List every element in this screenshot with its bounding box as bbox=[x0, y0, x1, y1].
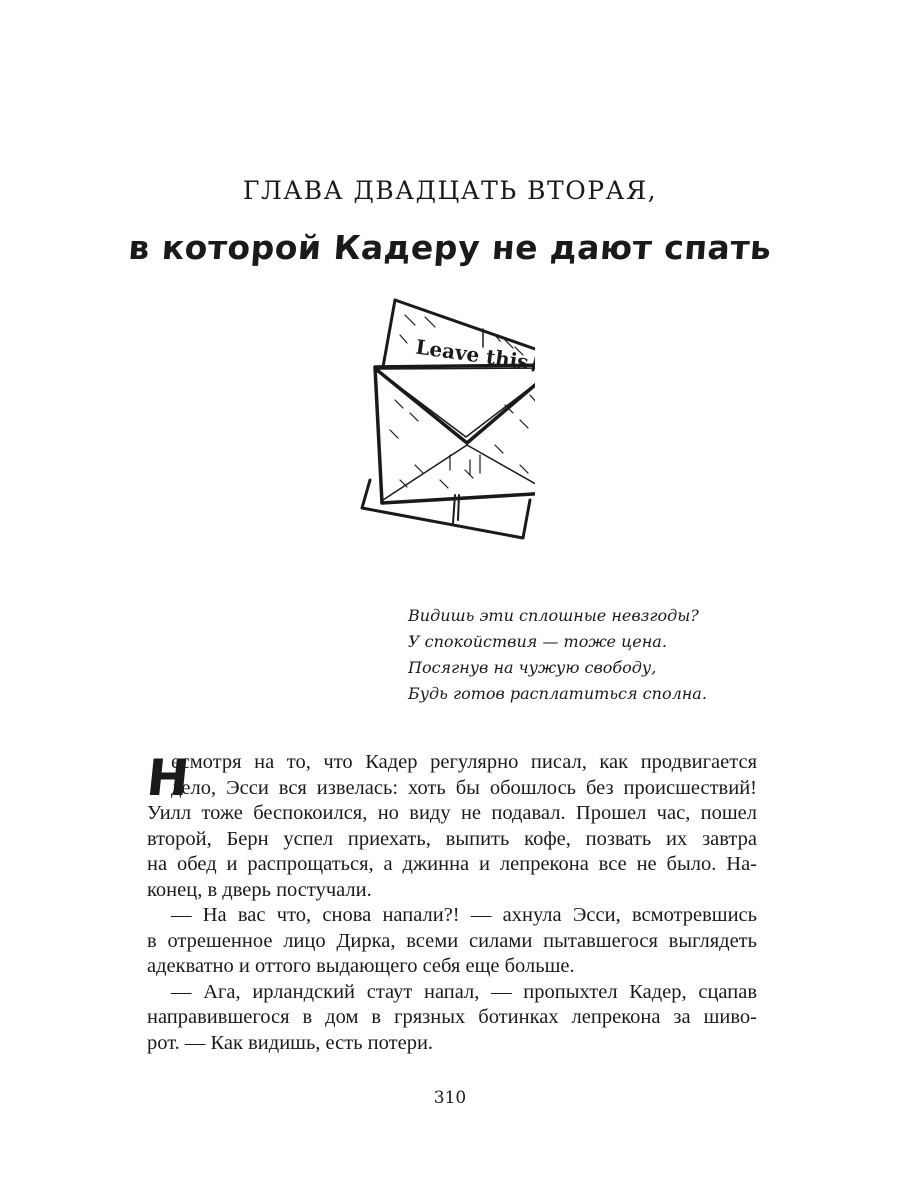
text-line: конец, в дверь постучали. bbox=[147, 878, 372, 901]
epigraph-line: У спокойствия — тоже цена. bbox=[408, 632, 667, 651]
chapter-title: в которой Кадеру не дают спать bbox=[127, 228, 773, 267]
page-number: 310 bbox=[433, 1088, 467, 1108]
text-line: адекватно и оттого выдающего себя еще больше. bbox=[147, 955, 575, 977]
text-line: Уилл тоже беспокоился, но виду не подавал. Прошел час, пошел bbox=[147, 802, 757, 824]
envelope-with-letter-icon bbox=[355, 295, 535, 545]
chapter-number: ГЛАВА ДВАДЦАТЬ ВТОРАЯ, bbox=[242, 176, 658, 205]
letter-text: Leave this bbox=[414, 334, 531, 375]
epigraph-line: Посягнув на чужую свободу, bbox=[408, 658, 657, 677]
text-line: в отрешенное лицо Дирка, всеми силами пытавшегося выглядеть bbox=[147, 929, 757, 952]
text-line: рот. — Как видишь, есть потери. bbox=[147, 1031, 434, 1054]
text-line: есмотря на то, что Кадер регулярно писал, как продвигается bbox=[171, 751, 757, 773]
text-line: на обед и распрощаться, а джинна и лепрекона все не было. На- bbox=[147, 853, 757, 875]
drop-cap: Н bbox=[143, 749, 192, 807]
text-line: дело, Эсси вся извелась: хоть бы обошлось без происшествий! bbox=[171, 776, 757, 799]
epigraph-line: Будь готов расплатиться сполна. bbox=[408, 684, 707, 703]
text-line: — Ага, ирландский стаут напал, — пропыхтел Кадер, сцапав bbox=[171, 980, 757, 1003]
epigraph bbox=[408, 603, 788, 707]
text-line: направившегося в дом в грязных ботинках лепрекона за шиво- bbox=[147, 1006, 757, 1028]
body-text bbox=[143, 749, 757, 1056]
text-line: второй, Берн успел приехать, выпить кофе, позвать их завтра bbox=[147, 827, 757, 850]
epigraph-line: Видишь эти сплошные невзгоды? bbox=[408, 606, 699, 625]
text-line: — На вас что, снова напали?! — ахнула Эсси, всмотревшись bbox=[171, 904, 757, 926]
